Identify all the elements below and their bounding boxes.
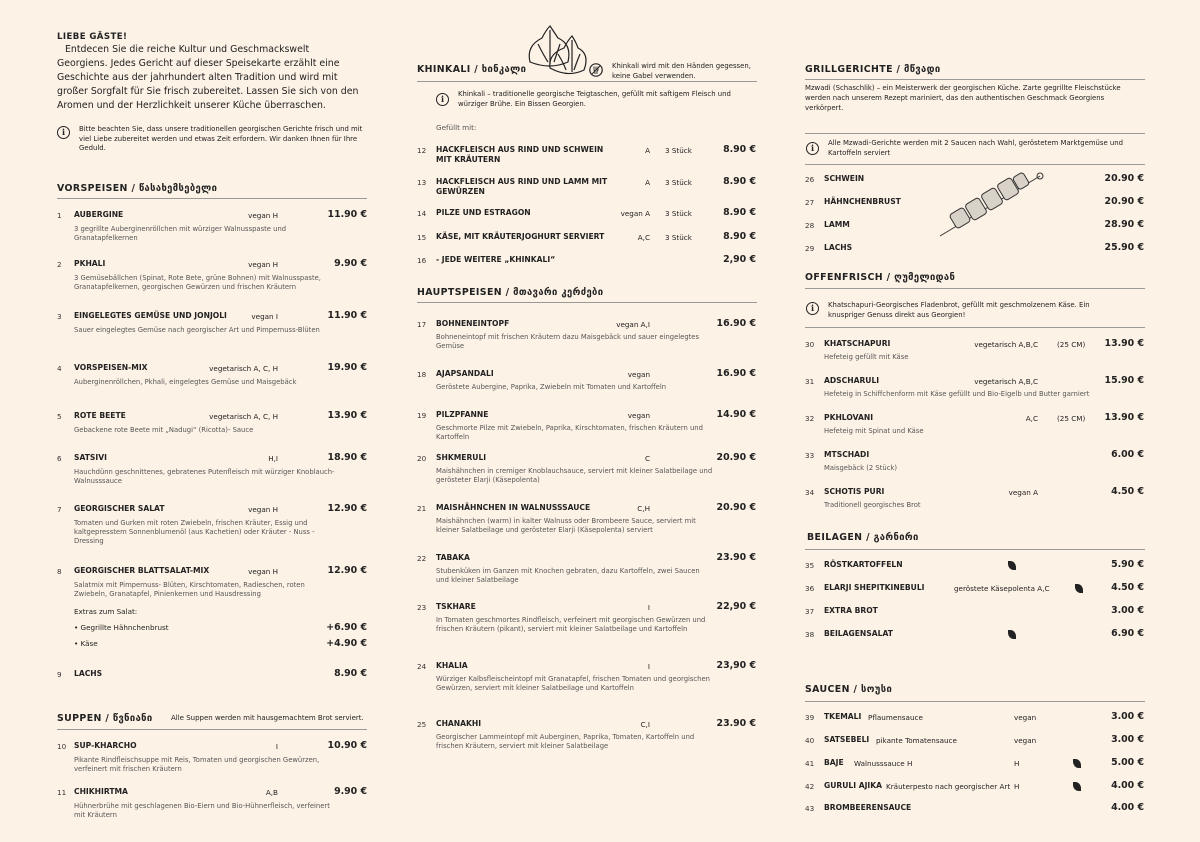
- item-number: 36: [805, 584, 815, 593]
- item-number: 1: [57, 211, 62, 220]
- item-price: 16.90 €: [716, 368, 756, 379]
- extra-item-price: +4.90 €: [326, 638, 367, 649]
- item-tag: A,C: [637, 233, 650, 242]
- item-number: 21: [417, 504, 427, 513]
- item-tag: I: [647, 603, 650, 612]
- item-price: 9.90 €: [334, 258, 367, 269]
- item-price: 23,90 €: [716, 660, 756, 671]
- section-title-hauptspeisen: HAUPTSPEISEN / მთავარი კერძები: [417, 287, 604, 298]
- item-name: BOHNENEINTOPF: [436, 319, 510, 328]
- item-tag: vegan: [1014, 713, 1037, 722]
- item-tag: vegetarisch A, C, H: [209, 412, 278, 421]
- item-extra: Walnusssauce H: [854, 759, 913, 768]
- item-number: 30: [805, 340, 815, 349]
- section-title-saucen: SAUCEN / სოუსი: [805, 684, 893, 695]
- item-number: 40: [805, 736, 815, 745]
- item-name: TABAKA: [436, 553, 470, 562]
- item-tag: vegan A: [1008, 488, 1038, 497]
- item-price: 11.90 €: [327, 310, 367, 321]
- item-name: PILZE UND ESTRAGON: [436, 208, 531, 217]
- section-title-beilagen: BEILAGEN / გარნირი: [807, 532, 919, 543]
- item-price: 5.90 €: [1111, 559, 1144, 570]
- item-name: SCHWEIN: [824, 174, 865, 183]
- item-name: SHKMERULI: [436, 453, 487, 462]
- extra-item-name: • Gegrillte Hähnchenbrust: [74, 623, 169, 632]
- item-price: 8.90 €: [334, 668, 367, 679]
- item-tag: vegan: [627, 411, 650, 420]
- item-number: 7: [57, 505, 62, 514]
- item-price: 15.90 €: [1104, 375, 1144, 386]
- item-tag: H: [1014, 782, 1020, 791]
- item-description: Hühnerbrühe mit geschlagenen Bio-Eiern und Bio-Hühnerfleisch, verfeinert mit Kräutern: [74, 802, 330, 820]
- item-tag: A,B: [265, 788, 278, 797]
- section-title-suppen: SUPPEN / წვნიანი: [57, 713, 153, 724]
- item-description: Hefeteig gefüllt mit Käse: [824, 353, 909, 361]
- item-tag: I: [275, 742, 278, 751]
- item-name: LAMM: [824, 220, 850, 229]
- item-name: ROTE BEETE: [74, 411, 126, 420]
- item-price: 20.90 €: [716, 452, 756, 463]
- item-name: HACKFLEISCH AUS RIND UND LAMM MIT GEWÜRZEN: [436, 177, 608, 196]
- item-number: 6: [57, 454, 62, 463]
- info-icon: i: [57, 126, 70, 139]
- item-name: PILZPFANNE: [436, 410, 489, 419]
- leaf-icon: [1008, 630, 1016, 639]
- item-number: 11: [57, 788, 67, 797]
- item-quantity: 3 Stück: [665, 233, 692, 242]
- item-price: 12.90 €: [327, 503, 367, 514]
- item-name: HÄHNCHENBRUST: [824, 197, 901, 206]
- item-name: SATSEBELI: [824, 735, 870, 744]
- item-number: 2: [57, 260, 62, 269]
- item-number: 28: [805, 221, 815, 230]
- divider: [805, 549, 1145, 550]
- item-description: Georgischer Lammeintopf mit Auberginen, Paprika, Tomaten, Kartoffeln und frischen Kräutern, serviert mit kleiner Salatbeilage: [436, 733, 695, 751]
- info-icon: i: [806, 302, 819, 315]
- divider: [805, 327, 1145, 328]
- item-extra: pikante Tomatensauce: [876, 736, 957, 745]
- item-name: GURULI AJIKA: [824, 781, 883, 790]
- divider: [57, 198, 367, 199]
- divider: [805, 79, 1145, 80]
- info-icon: i: [436, 93, 449, 106]
- item-name: EINGELEGTES GEMÜSE UND JONJOLI: [74, 311, 227, 320]
- item-name: EXTRA BROT: [824, 606, 878, 615]
- item-number: 13: [417, 178, 427, 187]
- item-size: (25 CM): [1057, 340, 1086, 349]
- item-name: SATSIVI: [74, 453, 107, 462]
- item-price: 28.90 €: [1104, 219, 1144, 230]
- item-price: 20.90 €: [1104, 196, 1144, 207]
- intro-note: Bitte beachten Sie, dass unsere traditionellen georgischen Gerichte frisch und mit viel Liebe zubereitet werden und etwas Zeit erfordern. Wir danken Ihnen für Ihre Geduld.: [79, 125, 363, 153]
- item-price: 4.50 €: [1111, 582, 1144, 593]
- item-number: 10: [57, 742, 67, 751]
- item-number: 20: [417, 454, 427, 463]
- item-name: LACHS: [74, 669, 103, 678]
- item-number: 41: [805, 759, 815, 768]
- khinkali-info: Khinkali – traditionelle georgische Teigtaschen, gefüllt mit saftigem Fleisch und würziger Brühe. Ein Bissen Georgien.: [458, 90, 731, 108]
- item-number: 39: [805, 713, 815, 722]
- item-tag: vegan H: [248, 260, 278, 269]
- item-tag: A: [645, 178, 650, 187]
- item-name: AJAPSANDALI: [436, 369, 494, 378]
- item-number: 37: [805, 607, 815, 616]
- item-number: 23: [417, 603, 427, 612]
- item-name: - JEDE WEITERE „KHINKALI“: [436, 255, 556, 264]
- item-name: BAJE: [824, 758, 844, 767]
- item-price: 16.90 €: [716, 318, 756, 329]
- item-number: 26: [805, 175, 815, 184]
- intro-text: Entdecen Sie die reiche Kultur und Geschmackswelt Georgiens. Jedes Gericht auf dieser Speisekarte erzählt eine Geschichte aus der jahrhundert alten Tradition und wird mit großer Sorgfalt für Sie frisch zubereitet. Lassen Sie sich von den Aromen und der Herzlichkeit unserer Küche überraschen.: [57, 44, 359, 111]
- item-price: 14.90 €: [716, 409, 756, 420]
- item-name: MAISHÄHNCHEN IN WALNUSSSAUCE: [436, 503, 591, 512]
- section-title-khinkali: KHINKALI / ხინკალი: [417, 64, 527, 75]
- item-price: 20.90 €: [716, 502, 756, 513]
- item-tag: A,C: [1025, 414, 1038, 423]
- item-description: Bohneneintopf mit frischen Kräutern dazu Maisgebäck und sauer eingelegtes Gemüse: [436, 333, 700, 351]
- item-number: 38: [805, 630, 815, 639]
- item-price: 4.00 €: [1111, 780, 1144, 791]
- item-name: GEORGISCHER BLATTSALAT-MIX: [74, 566, 210, 575]
- item-number: 18: [417, 370, 427, 379]
- item-description: Salatmix mit Pimpernuss- Blüten, Kirschtomaten, Radieschen, roten Zwiebeln, Granatapfel, Pinienkernen und Hausdressing: [74, 581, 305, 599]
- item-description: Pikante Rindfleischsuppe mit Reis, Tomaten und georgischen Gewürzen, verfeinert mit frischen Kräutern: [74, 756, 320, 774]
- item-number: 43: [805, 804, 815, 813]
- item-price: 8.90 €: [723, 231, 756, 242]
- item-tag: vegetarisch A, C, H: [209, 364, 278, 373]
- item-price: 25.90 €: [1104, 242, 1144, 253]
- item-extra: geröstete Käsepolenta A,C: [954, 584, 1050, 593]
- item-description: Würziger Kalbsfleischeintopf mit Granatapfel, frischen Tomaten und georgischen Gewürzen, serviert mit kleiner Salatbeilage und Kartoffeln: [436, 675, 710, 693]
- intro-title: LIEBE GÄSTE!: [57, 32, 128, 42]
- item-price: 3.00 €: [1111, 711, 1144, 722]
- divider: [805, 164, 1145, 165]
- item-price: 3.00 €: [1111, 605, 1144, 616]
- extra-item-name: • Käse: [74, 639, 98, 648]
- ofen-info: Khatschapuri-Georgisches Fladenbrot, gefüllt mit geschmolzenem Käse. Ein knuspriger Genuss direkt aus Georgien!: [828, 301, 1090, 320]
- item-number: 25: [417, 720, 427, 729]
- item-description: Sauer eingelegtes Gemüse nach georgischer Art und Pimpernuss-Blüten: [74, 326, 320, 334]
- item-name: TSKHARE: [436, 602, 476, 611]
- item-tag: C,H: [637, 504, 650, 513]
- item-price: 23.90 €: [716, 718, 756, 729]
- item-price: 2,90 €: [723, 254, 756, 265]
- item-description: 3 gegrillte Auberginenröllchen mit würziger Walnusspaste und Granatapfelkernen: [74, 225, 287, 243]
- item-quantity: 3 Stück: [665, 209, 692, 218]
- item-tag: C: [644, 454, 650, 463]
- item-name: GEORGISCHER SALAT: [74, 504, 165, 513]
- item-name: TKEMALI: [824, 712, 862, 721]
- item-description: Tomaten und Gurken mit roten Zwiebeln, frischen Kräuter, Essig und kaltgepresstem Sonnenblumenöl (aus Kachetien) oder Kräuter - Nuss - Dressing: [74, 519, 315, 546]
- divider: [805, 288, 1145, 289]
- item-tag: H,I: [268, 454, 278, 463]
- item-quantity: 3 Stück: [665, 146, 692, 155]
- item-price: 8.90 €: [723, 207, 756, 218]
- item-name: KHALIA: [436, 661, 468, 670]
- item-number: 4: [57, 364, 62, 373]
- item-name: SUP-KHARCHO: [74, 741, 137, 750]
- item-name: RÖSTKARTOFFELN: [824, 560, 903, 569]
- item-price: 9.90 €: [334, 786, 367, 797]
- item-tag: vegan A,I: [616, 320, 650, 329]
- section-title-offenfrisch: OFFENFRISCH / ღუმელიდან: [805, 272, 956, 283]
- item-price: 12.90 €: [327, 565, 367, 576]
- item-number: 27: [805, 198, 815, 207]
- item-tag: H: [1014, 759, 1020, 768]
- item-price: 6.90 €: [1111, 628, 1144, 639]
- item-tag: vegan H: [248, 567, 278, 576]
- grill-text: Mzwadi (Schaschlik) – ein Meisterwerk der georgischen Küche. Zarte gegrillte Fleischstücke werden nach unserem Rezept mariniert, das den authentischen Geschmack Georgiens verkörpert.: [805, 84, 1121, 112]
- item-tag: vegan H: [248, 211, 278, 220]
- item-tag: vegetarisch A,B,C: [974, 340, 1038, 349]
- item-price: 8.90 €: [723, 144, 756, 155]
- extras-title: Extras zum Salat:: [74, 607, 138, 616]
- item-tag: vegan H: [248, 505, 278, 514]
- item-name: BROMBEERENSAUCE: [824, 803, 912, 812]
- item-tag: vegan: [1014, 736, 1037, 745]
- item-description: Hefeteig mit Spinat und Käse: [824, 427, 924, 435]
- item-tag: C,I: [640, 720, 650, 729]
- khinkali-icon: [524, 22, 588, 80]
- divider: [805, 701, 1145, 702]
- item-name: CHIKHIRTMA: [74, 787, 128, 796]
- section-title-grill: GRILLGERICHTE / მწვადი: [805, 64, 941, 75]
- item-name: VORSPEISEN-MIX: [74, 363, 148, 372]
- item-description: Auberginenröllchen, Pkhali, eingelegtes Gemüse und Maisgebäck: [74, 378, 297, 386]
- item-size: (25 CM): [1057, 414, 1086, 423]
- item-description: Maisgebäck (2 Stück): [824, 464, 898, 472]
- item-name: KHATSCHAPURI: [824, 339, 891, 348]
- skewer-icon: [936, 168, 1048, 240]
- item-number: 32: [805, 414, 815, 423]
- item-number: 29: [805, 244, 815, 253]
- item-description: Maishähnchen (warm) in kalter Walnuss oder Brombeere Sauce, serviert mit kleiner Salatbeilage und gerösteter Elarji (Käsepolenta) serviert: [436, 517, 696, 535]
- item-price: 10.90 €: [327, 740, 367, 751]
- item-number: 15: [417, 233, 427, 242]
- suppen-note: Alle Suppen werden mit hausgemachtem Brot serviert.: [171, 714, 364, 722]
- item-name: MTSCHADI: [824, 450, 870, 459]
- item-tag: vegan: [627, 370, 650, 379]
- item-name: AUBERGINE: [74, 210, 124, 219]
- info-icon: i: [806, 142, 819, 155]
- item-number: 9: [57, 670, 62, 679]
- item-number: 22: [417, 554, 427, 563]
- item-number: 31: [805, 377, 815, 386]
- item-name: LACHS: [824, 243, 853, 252]
- item-description: Geschmorte Pilze mit Zwiebeln, Paprika, Kirschtomaten, frischen Kräutern und Kartoffeln: [436, 424, 703, 442]
- item-price: 8.90 €: [723, 176, 756, 187]
- grill-info: Alle Mzwadi-Gerichte werden mit 2 Saucen nach Wahl, geröstetem Marktgemüse und Kartoffeln serviert: [828, 139, 1124, 157]
- item-number: 8: [57, 567, 62, 576]
- leaf-icon: [1008, 561, 1016, 570]
- item-price: 13.90 €: [1104, 338, 1144, 349]
- item-name: BEILAGENSALAT: [824, 629, 893, 638]
- item-number: 14: [417, 209, 427, 218]
- item-description: Hefeteig in Schiffchenform mit Käse gefüllt und Bio-Eigelb und Butter garniert: [824, 390, 1090, 398]
- item-number: 24: [417, 662, 427, 671]
- item-description: In Tomaten geschmortes Rindfleisch, verfeinert mit georgischen Gewürzen und frischen Kräutern (pikant), serviert mit kleiner Salatbeilage und Kartoffeln: [436, 616, 706, 634]
- item-price: 3.00 €: [1111, 734, 1144, 745]
- item-number: 5: [57, 412, 62, 421]
- item-price: 6.00 €: [1111, 449, 1144, 460]
- item-price: 11.90 €: [327, 209, 367, 220]
- item-extra: Kräuterpesto nach georgischer Art: [886, 782, 1011, 791]
- item-name: CHANAKHI: [436, 719, 482, 728]
- item-description: Gebackene rote Beete mit „Nadugi“ (Ricotta)- Sauce: [74, 426, 254, 434]
- item-name: ADSCHARULI: [824, 376, 880, 385]
- item-number: 19: [417, 411, 427, 420]
- item-price: 5.00 €: [1111, 757, 1144, 768]
- extra-item-price: +6.90 €: [326, 622, 367, 633]
- divider: [417, 302, 757, 303]
- item-name: SCHOTIS PURI: [824, 487, 885, 496]
- item-price: 19.90 €: [327, 362, 367, 373]
- item-price: 4.00 €: [1111, 802, 1144, 813]
- divider: [805, 133, 1145, 134]
- item-number: 3: [57, 312, 62, 321]
- item-description: Hauchdünn geschnittenes, gebratenes Putenfleisch mit würziger Knoblauch-Walnusssauce: [74, 468, 335, 486]
- item-tag: vegetarisch A,B,C: [974, 377, 1038, 386]
- item-number: 42: [805, 782, 815, 791]
- item-description: Geröstete Aubergine, Paprika, Zwiebeln mit Tomaten und Kartoffeln: [436, 383, 667, 391]
- item-price: 13.90 €: [1104, 412, 1144, 423]
- item-price: 4.50 €: [1111, 486, 1144, 497]
- item-tag: vegan A: [620, 209, 650, 218]
- item-number: 17: [417, 320, 427, 329]
- item-quantity: 3 Stück: [665, 178, 692, 187]
- item-tag: I: [647, 662, 650, 671]
- item-number: 34: [805, 488, 815, 497]
- item-description: 3 Gemüsebällchen (Spinat, Rote Bete, grüne Bohnen) mit Walnusspaste, Granatapfelkernen, georgischen Gewürzen und frischen Kräutern: [74, 274, 321, 292]
- item-price: 22,90 €: [716, 601, 756, 612]
- item-tag: A: [645, 146, 650, 155]
- item-extra: Pflaumensauce: [868, 713, 923, 722]
- item-number: 33: [805, 451, 815, 460]
- item-description: Maishähnchen in cremiger Knoblauchsauce, serviert mit kleiner Salatbeilage und gerösteter Elarji (Käsepolenta): [436, 467, 713, 485]
- item-price: 23.90 €: [716, 552, 756, 563]
- khinkali-filled-label: Gefüllt mit:: [436, 123, 477, 132]
- item-name: PKHLOVANI: [824, 413, 874, 422]
- item-price: 13.90 €: [327, 410, 367, 421]
- item-name: HACKFLEISCH AUS RIND UND SCHWEIN MIT KRÄUTERN: [436, 145, 604, 164]
- section-title-vorspeisen: VORSPEISEN / წასახემსებელი: [57, 183, 218, 194]
- item-number: 12: [417, 146, 427, 155]
- item-description: Traditionell georgisches Brot: [824, 501, 921, 509]
- item-name: ELARJI SHEPITKINEBULI: [824, 583, 925, 592]
- divider: [57, 729, 367, 730]
- khinkali-hand-note: Khinkali wird mit den Händen gegessen, keine Gabel verwenden.: [612, 62, 751, 80]
- item-tag: vegan I: [251, 312, 278, 321]
- item-name: PKHALI: [74, 259, 106, 268]
- item-name: KÄSE, MIT KRÄUTERJOGHURT SERVIERT: [436, 232, 605, 241]
- item-description: Stubenküken im Ganzen mit Knochen gebraten, dazu Kartoffeln, zwei Saucen und kleiner Salatbeilage: [436, 567, 700, 585]
- item-price: 20.90 €: [1104, 173, 1144, 184]
- item-number: 35: [805, 561, 815, 570]
- fork-icon: [589, 63, 603, 77]
- item-number: 16: [417, 256, 427, 265]
- item-price: 18.90 €: [327, 452, 367, 463]
- divider: [417, 81, 757, 82]
